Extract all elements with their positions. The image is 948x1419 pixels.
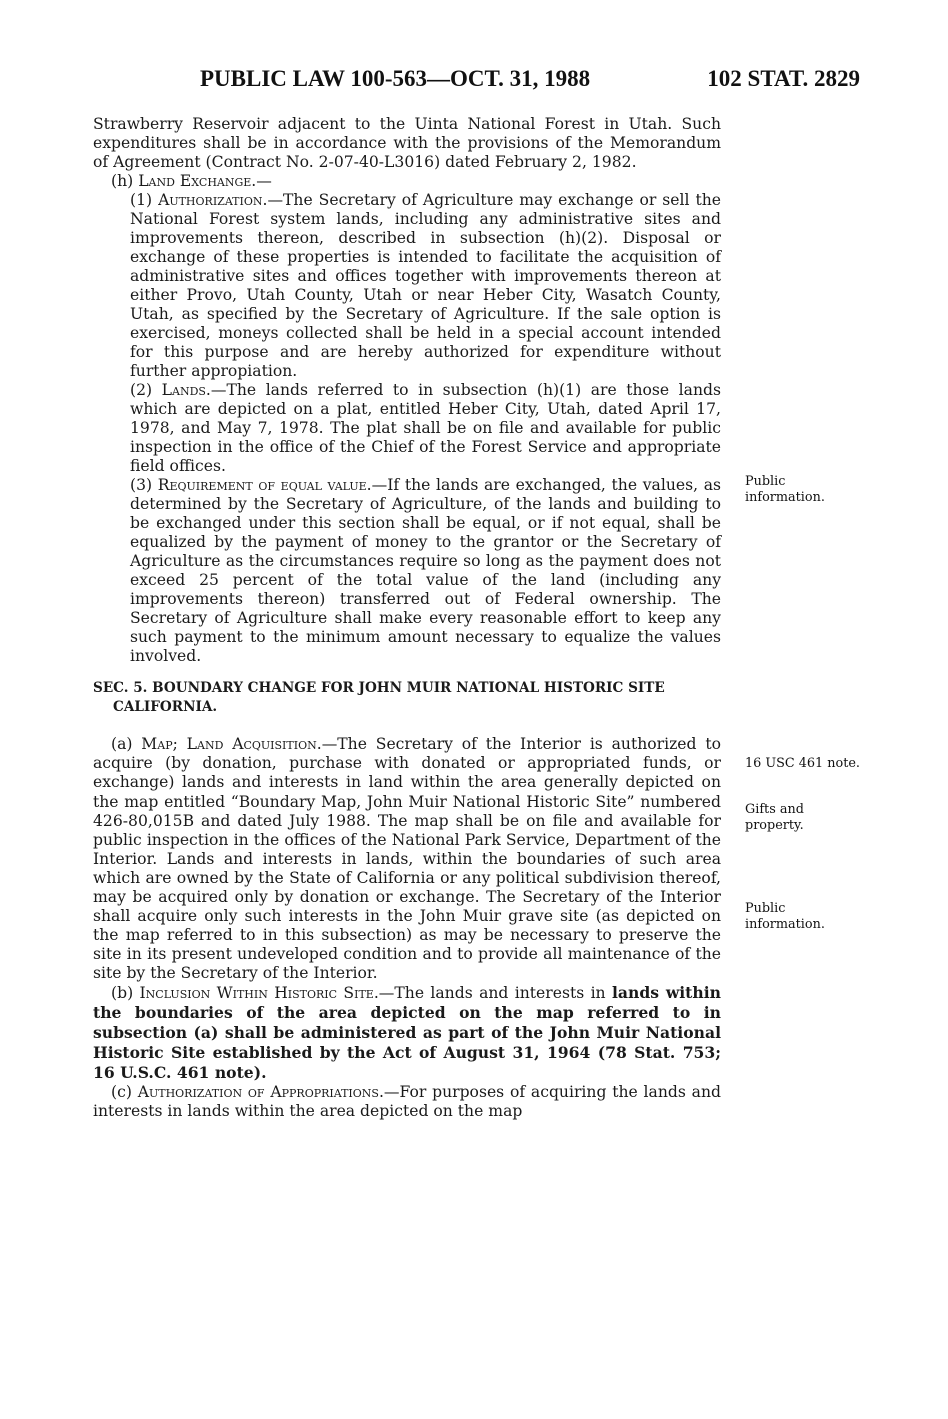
margin-note-line: Public bbox=[745, 901, 786, 916]
paragraph-title: Requirement of equal value. bbox=[157, 476, 372, 495]
paragraph-strawberry: Strawberry Reservoir adjacent to the Uinta National Forest in Utah. Such expenditures shall be in accordance with the provisions of the Memorandum of Agreement (Contract No. 2-07-40-L3016) dated February 2, 1982. bbox=[93, 115, 721, 172]
page-header bbox=[200, 66, 860, 96]
subsection-text: —The Secretary of the Interior is authorized to acquire (by donation, purchase with donated or appropriated funds, or exchange) lands and interests in land within the area generally depicted on the map entitled “Boundary Map, John Muir National Historic Site” numbered 426-80,015B and dated July 1988. The map shall be on file and available for public inspection in the offices of the National Park Service, Department of the Interior. Lands and interests in lands, within the boundaries of such area which are owned by the State of California or any political subdivision thereof, may be acquired only by donation or exchange. The Secretary of the Interior shall acquire only such interests in the John Muir grave site (as depicted on the map referred to in this subsection) as may be necessary to preserve the site in its present undeveloped condition and to provide all maintenance of the site by the Secretary of the Interior. bbox=[93, 735, 721, 982]
subsection-label: (b) bbox=[111, 983, 134, 1002]
section-5-heading: SEC. 5. BOUNDARY CHANGE FOR JOHN MUIR NATIONAL HISTORIC SITE CALIFORNIA. bbox=[93, 680, 665, 716]
paragraph-h2 bbox=[93, 381, 721, 476]
subsection-text-bold: lands within the boundaries of the area depicted on the map referred to in subsection (a) shall be administered as part of the John Muir National Historic Site established by the Act of August 31, 1964 (78 Stat. 753; 16 U.S.C. 461 note). bbox=[93, 982, 721, 1082]
subsection-title: Map; Land Acquisition. bbox=[141, 735, 322, 754]
paragraph-text: —The lands referred to in subsection (h)(1) are those lands which are depicted on a plat, entitled Heber City, Utah, dated April 17, 1978, and May 7, 1978. The plat shall be on file and available for public inspection in the office of the Chief of the Forest Service and appropriate field offices. bbox=[130, 381, 721, 476]
paragraph-label: (1) bbox=[130, 191, 153, 210]
margin-note-public-information bbox=[745, 474, 825, 506]
margin-note-line: 16 USC 461 note. bbox=[745, 756, 860, 771]
margin-note-line: information. bbox=[745, 917, 825, 932]
header-stat-page: 102 STAT. 2829 bbox=[707, 66, 860, 91]
margin-note-line: Public bbox=[745, 474, 786, 489]
subsection-c bbox=[93, 1083, 721, 1121]
subsection-title: Inclusion Within Historic Site. bbox=[139, 983, 379, 1002]
subsection-label: (h) bbox=[111, 172, 134, 191]
margin-note-line: information. bbox=[745, 490, 825, 505]
paragraph-text: —If the lands are exchanged, the values, as determined by the Secretary of Agriculture, of the lands and building to be exchanged under this section shall be equal, or if not equal, shall be equalized by the payment of money to the grantor or the Secretary of Agriculture as the circumstances require so long as the payment does not exceed 25 percent of the total value of the land (including any improvements thereon) transferred out of Federal ownership. The Secretary of Agriculture shall make every reasonable effort to keep any such payment to the minimum amount necessary to equalize the values involved. bbox=[130, 476, 721, 666]
paragraph-h1 bbox=[93, 191, 721, 381]
margin-note-line: Gifts and bbox=[745, 802, 804, 817]
subsection-label: (c) bbox=[111, 1082, 132, 1101]
paragraph-label: (3) bbox=[130, 476, 153, 495]
paragraph-label: (2) bbox=[130, 381, 153, 400]
subsection-h-heading bbox=[93, 172, 721, 191]
subsection-b bbox=[93, 983, 721, 1083]
body-text bbox=[93, 115, 721, 1121]
margin-note-line: property. bbox=[745, 818, 804, 833]
paragraph-title: Lands. bbox=[161, 381, 211, 400]
paragraph-h3 bbox=[93, 476, 721, 666]
margin-note-public-information bbox=[745, 901, 825, 933]
paragraph-title: Authorization. bbox=[158, 191, 268, 210]
subsection-label: (a) bbox=[111, 735, 133, 754]
paragraph-text: —The Secretary of Agriculture may exchange or sell the National Forest system lands, including any administrative sites and improvements thereon, described in subsection (h)(2). Disposal or exchange of these properties is intended to facilitate the acquisition of administrative sites and offices together with improvements thereon at either Provo, Utah County, Utah or near Heber City, Wasatch County, Utah, as specified by the Secretary of Agriculture. If the sale option is exercised, moneys collected shall be held in a special account intended for this purpose and are hereby authorized for expenditure without further appropiation. bbox=[130, 191, 721, 381]
subsection-text: —The lands and interests in bbox=[378, 983, 612, 1002]
subsection-title: Authorization of Appropriations. bbox=[137, 1082, 384, 1101]
subsection-title: Land Exchange.— bbox=[138, 172, 272, 191]
margin-note-gifts-property bbox=[745, 802, 804, 834]
subsection-text: —For purposes of acquiring the lands and interests in lands within the area depicted on the map bbox=[93, 1082, 721, 1120]
subsection-a bbox=[93, 735, 721, 982]
margin-note-usc bbox=[745, 756, 860, 772]
header-law-title: PUBLIC LAW 100-563—OCT. 31, 1988 bbox=[200, 66, 591, 91]
